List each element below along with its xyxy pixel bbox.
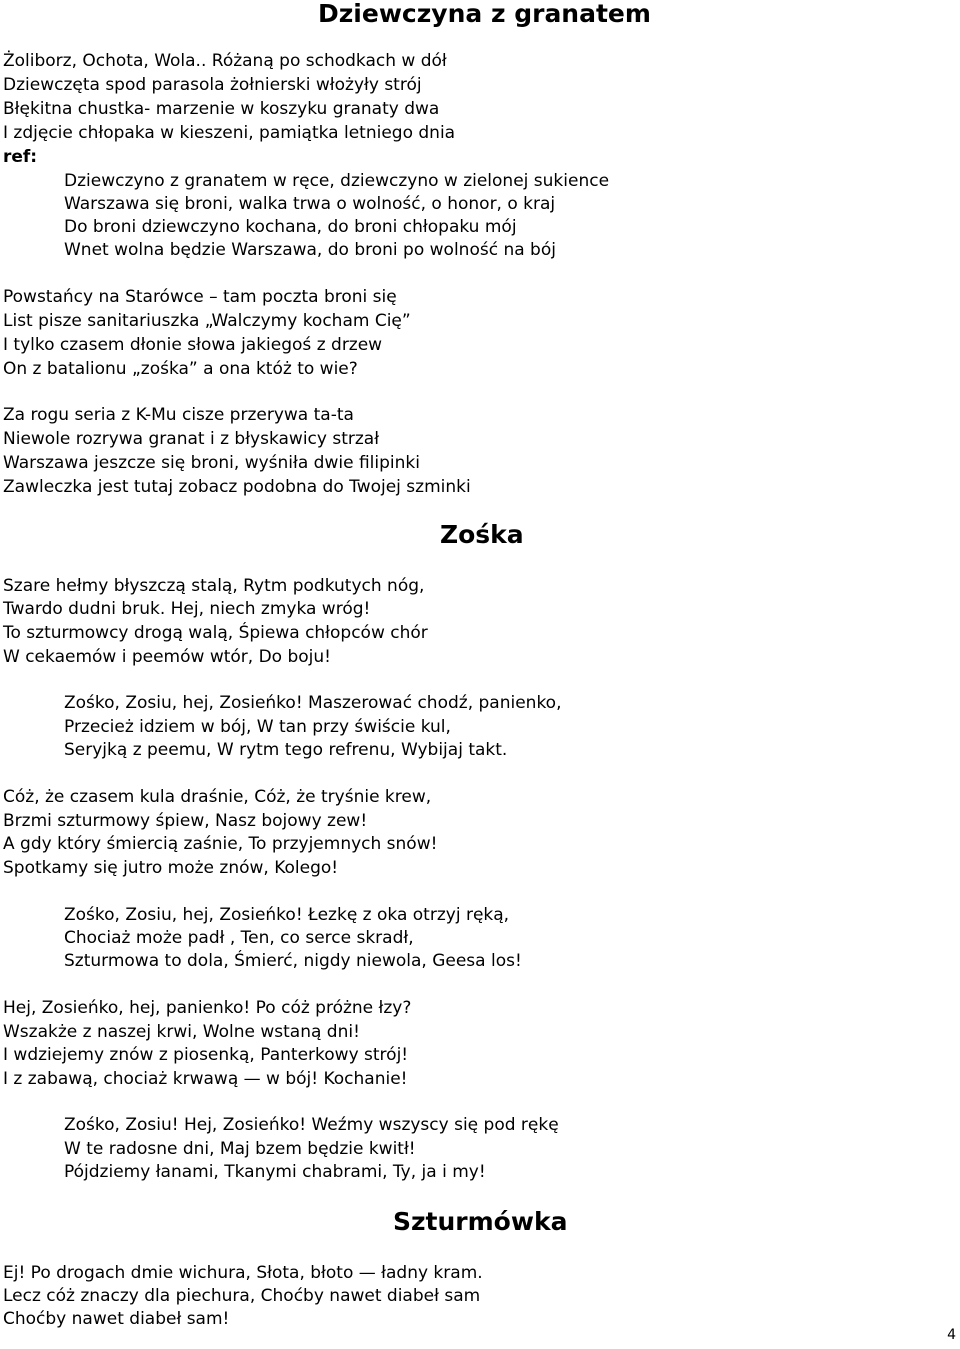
song2-verse2-line1: Cóż, że czasem kula draśnie, Cóż, że tryśnie krew, bbox=[3, 787, 432, 807]
song2-verse1-line1: Szare hełmy błyszczą stalą, Rytm podkutych nóg, bbox=[3, 576, 425, 596]
song1-refrain-line3: Do broni dziewczyno kochana, do broni chłopaku mój bbox=[64, 217, 517, 237]
song2-refrain2-line2: Chociaż może padł , Ten, co serce skradł, bbox=[64, 928, 414, 948]
song2-refrain1-line3: Seryjką z peemu, W rytm tego refrenu, Wybijaj takt. bbox=[64, 740, 508, 760]
song2-refrain2-line1: Zośko, Zosiu, hej, Zosieńko! Łezkę z oka otrzyj ręką, bbox=[64, 905, 510, 925]
song-title-dziewczyna-z-granatem: Dziewczyna z granatem bbox=[318, 0, 651, 28]
song2-verse2-line3: A gdy który śmiercią zaśnie, To przyjemnych snów! bbox=[3, 834, 438, 854]
song1-refrain-line2: Warszawa się broni, walka trwa o wolność, o honor, o kraj bbox=[64, 194, 556, 214]
page-number: 4 bbox=[947, 1327, 956, 1343]
song3-verse1-line3: Choćby nawet diabeł sam! bbox=[3, 1309, 230, 1329]
song1-verse2-line4: On z batalionu „zośka” a ona któż to wie? bbox=[3, 359, 358, 379]
refrain-label: ref: bbox=[3, 147, 38, 167]
song2-refrain3-line2: W te radosne dni, Maj bzem będzie kwitł! bbox=[64, 1139, 416, 1159]
song1-verse2-line3: I tylko czasem dłonie słowa jakiegoś z drzew bbox=[3, 335, 383, 355]
song2-verse1-line2: Twardo dudni bruk. Hej, niech zmyka wróg! bbox=[3, 599, 371, 619]
song2-verse3-line4: I z zabawą, chociaż krwawą — w bój! Kochanie! bbox=[3, 1069, 408, 1089]
song1-verse1-line2: Dziewczęta spod parasola żołnierski włożyły strój bbox=[3, 75, 422, 95]
song1-verse2-line2: List pisze sanitariuszka „Walczymy kocham Cię” bbox=[3, 311, 411, 331]
song2-verse2-line2: Brzmi szturmowy śpiew, Nasz bojowy zew! bbox=[3, 811, 368, 831]
song1-refrain-line1: Dziewczyno z granatem w ręce, dziewczyno w zielonej sukience bbox=[64, 171, 610, 191]
song2-refrain2-line3: Szturmowa to dola, Śmierć, nigdy niewola, Geesa los! bbox=[64, 951, 522, 971]
song2-verse2-line4: Spotkamy się jutro może znów, Kolego! bbox=[3, 858, 339, 878]
song-title-zoska: Zośka bbox=[440, 520, 524, 549]
song1-verse3-line1: Za rogu seria z K-Mu cisze przerywa ta-ta bbox=[3, 405, 354, 425]
song1-verse1-line3: Błękitna chustka- marzenie w koszyku granaty dwa bbox=[3, 99, 440, 119]
song2-refrain1-line1: Zośko, Zosiu, hej, Zosieńko! Maszerować chodź, panienko, bbox=[64, 693, 562, 713]
song1-verse3-line3: Warszawa jeszcze się broni, wyśniła dwie filipinki bbox=[3, 453, 420, 473]
song2-verse3-line3: I wdziejemy znów z piosenką, Panterkowy strój! bbox=[3, 1045, 409, 1065]
song1-verse3-line4: Zawleczka jest tutaj zobacz podobna do Twojej szminki bbox=[3, 477, 471, 497]
song2-verse3-line1: Hej, Zosieńko, hej, panienko! Po cóż próżne łzy? bbox=[3, 998, 412, 1018]
song1-refrain-line4: Wnet wolna będzie Warszawa, do broni po wolność na bój bbox=[64, 240, 556, 260]
song3-verse1-line2: Lecz cóż znaczy dla piechura, Choćby nawet diabeł sam bbox=[3, 1286, 481, 1306]
song3-verse1-line1: Ej! Po drogach dmie wichura, Słota, błoto — ładny kram. bbox=[3, 1263, 483, 1283]
song-title-szturmowka: Szturmówka bbox=[393, 1207, 568, 1236]
song2-refrain3-line3: Pójdziemy łanami, Tkanymi chabrami, Ty, ja i my! bbox=[64, 1162, 486, 1182]
song1-verse1-line4: I zdjęcie chłopaka w kieszeni, pamiątka letniego dnia bbox=[3, 123, 456, 143]
song1-verse2-line1: Powstańcy na Starówce – tam poczta broni się bbox=[3, 287, 397, 307]
song2-verse1-line3: To szturmowcy drogą walą, Śpiewa chłopców chór bbox=[3, 623, 428, 643]
song2-refrain3-line1: Zośko, Zosiu! Hej, Zosieńko! Weźmy wszyscy się pod rękę bbox=[64, 1115, 559, 1135]
song2-refrain1-line2: Przecież idziem w bój, W tan przy świście kul, bbox=[64, 717, 451, 737]
song1-verse1-line1: Żoliborz, Ochota, Wola.. Różaną po schodkach w dół bbox=[3, 51, 447, 71]
song2-verse1-line4: W cekaemów i peemów wtór, Do boju! bbox=[3, 647, 331, 667]
song2-verse3-line2: Wszakże z naszej krwi, Wolne wstaną dni! bbox=[3, 1022, 360, 1042]
song1-verse3-line2: Niewole rozrywa granat i z błyskawicy strzał bbox=[3, 429, 380, 449]
